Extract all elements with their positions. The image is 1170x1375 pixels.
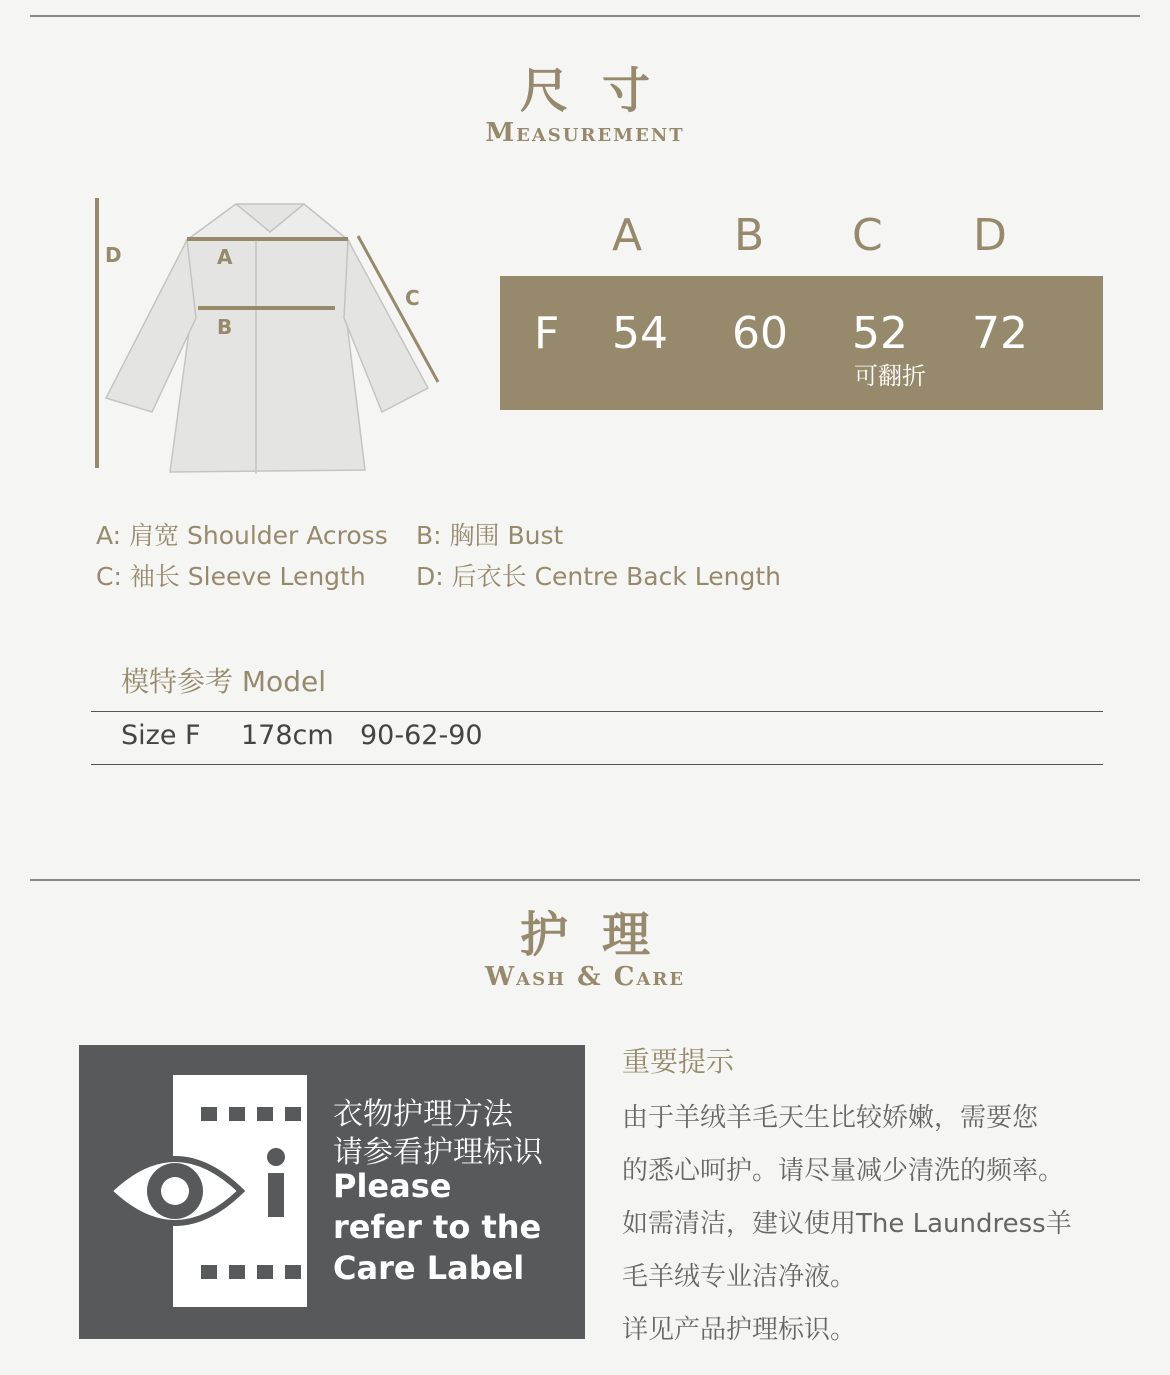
notice-line-3: 如需清洁，建议使用The Laundress羊 bbox=[622, 1209, 1072, 1239]
care-label-en-line-3: Care Label bbox=[333, 1249, 525, 1287]
column-header-a: A bbox=[612, 210, 643, 261]
coat-body bbox=[170, 204, 365, 472]
notice-heading: 重要提示 bbox=[622, 1045, 735, 1078]
care-label-cn-line-2: 请参看护理标识 bbox=[333, 1135, 543, 1170]
care-label-panel bbox=[79, 1045, 585, 1339]
legend-a: A: 肩宽 Shoulder Across bbox=[96, 521, 388, 550]
notice-line-1: 由于羊绒羊毛天生比较娇嫩，需要您 bbox=[622, 1103, 1039, 1133]
measurement-title-en: Measurement bbox=[485, 118, 685, 148]
column-header-d: D bbox=[973, 210, 1007, 261]
size-row bbox=[500, 276, 1103, 410]
value-b: 60 bbox=[732, 308, 788, 359]
model-figure: 90-62-90 bbox=[360, 720, 483, 751]
garment-diagram bbox=[90, 192, 450, 482]
model-heading: 模特参考 Model bbox=[121, 665, 326, 698]
measurement-title-cn: 尺寸 bbox=[519, 63, 684, 119]
diagram-label-d: D bbox=[105, 243, 122, 267]
legend-c: C: 袖长 Sleeve Length bbox=[96, 562, 366, 591]
diagram-label-c: C bbox=[405, 286, 420, 310]
notice-line-4: 毛羊绒专业洁净液。 bbox=[622, 1262, 857, 1292]
notice-line-2: 的悉心呵护。请尽量减少清洗的频率。 bbox=[622, 1156, 1065, 1186]
care-label-en-line-2: refer to the bbox=[333, 1208, 542, 1246]
care-label-en-line-1: Please bbox=[333, 1167, 452, 1205]
right-sleeve bbox=[344, 240, 428, 412]
diagram-label-b: B bbox=[217, 315, 233, 339]
column-header-c: C bbox=[852, 210, 883, 261]
care-label-cn-line-1: 衣物护理方法 bbox=[333, 1097, 513, 1132]
size-label: F bbox=[534, 308, 560, 359]
top-divider bbox=[30, 15, 1140, 17]
model-height: 178cm bbox=[241, 720, 334, 751]
value-c: 52 bbox=[852, 308, 908, 359]
care-divider bbox=[30, 879, 1140, 881]
legend-b: B: 胸围 Bust bbox=[416, 521, 564, 550]
model-top-rule bbox=[91, 711, 1103, 712]
model-size: Size F bbox=[121, 720, 201, 751]
value-a: 54 bbox=[612, 308, 668, 359]
value-c-note: 可翻折 bbox=[854, 362, 926, 390]
column-header-b: B bbox=[734, 210, 765, 261]
value-d: 72 bbox=[972, 308, 1028, 359]
notice-line-5: 详见产品护理标识。 bbox=[622, 1315, 857, 1345]
care-title-cn: 护理 bbox=[519, 907, 684, 963]
model-bottom-rule bbox=[91, 764, 1103, 765]
diagram-label-a: A bbox=[217, 245, 233, 269]
legend-d: D: 后衣长 Centre Back Length bbox=[416, 562, 781, 591]
care-title-en: Wash & Care bbox=[484, 962, 686, 992]
care-label-icon bbox=[105, 1075, 315, 1311]
